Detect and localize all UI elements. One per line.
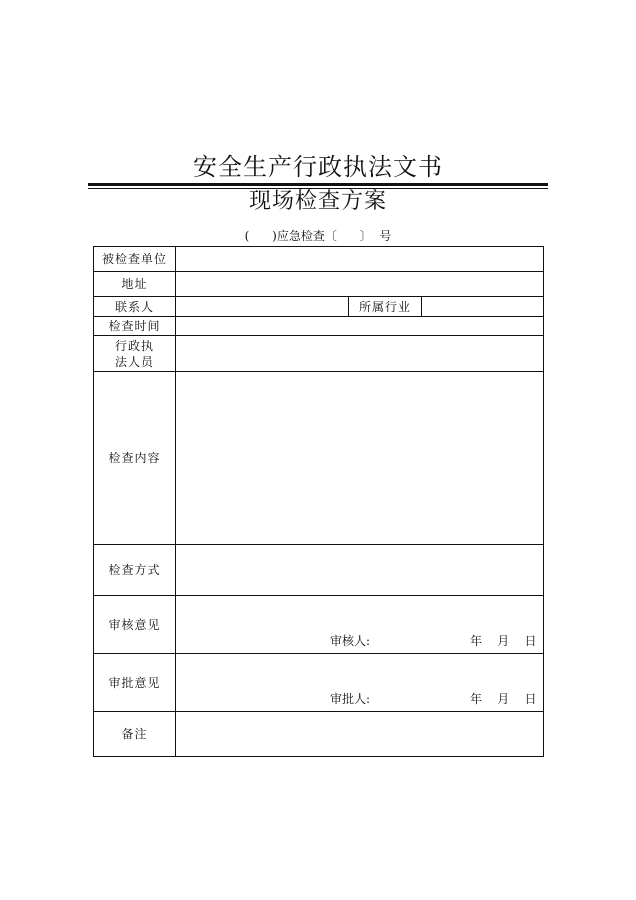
row-approval-opinion [94, 654, 543, 712]
row-inspection-method [94, 545, 543, 596]
review-opinion-field[interactable] [176, 596, 543, 653]
row-review-opinion [94, 596, 543, 654]
inspection-time-field[interactable] [176, 317, 543, 335]
inspection-method-field[interactable] [176, 545, 543, 595]
row-enforcement-staff [94, 336, 543, 372]
inspection-content-label: 检查内容 [94, 372, 176, 544]
row-address [94, 272, 543, 297]
approval-date-label: 年 月 日 [470, 692, 537, 706]
approval-opinion-field[interactable] [176, 654, 543, 711]
inspection-plan-form [93, 246, 544, 757]
reviewer-label: 审核人: [330, 634, 371, 648]
address-label: 地址 [94, 272, 176, 296]
enforcement-staff-field[interactable] [176, 336, 543, 371]
approval-opinion-label: 审批意见 [94, 654, 176, 711]
contact-label: 联系人 [94, 297, 176, 316]
industry-field[interactable] [422, 297, 543, 316]
document-number: ( )应急检查〔 〕 号 [244, 229, 392, 243]
review-date-label: 年 月 日 [470, 634, 537, 648]
inspection-method-label: 检查方式 [94, 545, 176, 595]
inspected-unit-field[interactable] [176, 247, 543, 271]
row-inspected-unit [94, 247, 543, 272]
contact-field[interactable] [176, 297, 348, 316]
remarks-field[interactable] [176, 712, 543, 756]
row-contact [94, 297, 543, 317]
row-inspection-content [94, 372, 543, 545]
review-opinion-label: 审核意见 [94, 596, 176, 653]
address-field[interactable] [176, 272, 543, 296]
inspection-content-field[interactable] [176, 372, 543, 544]
remarks-label: 备注 [94, 712, 176, 756]
document-subtitle: 现场检查方案 [248, 189, 387, 214]
inspection-time-label: 检查时间 [94, 317, 176, 335]
industry-label: 所属行业 [348, 297, 422, 316]
row-inspection-time [94, 317, 543, 336]
inspected-unit-label: 被检查单位 [94, 247, 176, 271]
enforcement-staff-label: 行政执法人员 [94, 336, 176, 371]
row-remarks [94, 712, 543, 756]
document-title: 安全生产行政执法文书 [193, 153, 443, 181]
approver-label: 审批人: [330, 692, 371, 706]
title-rule-thick [88, 183, 548, 186]
